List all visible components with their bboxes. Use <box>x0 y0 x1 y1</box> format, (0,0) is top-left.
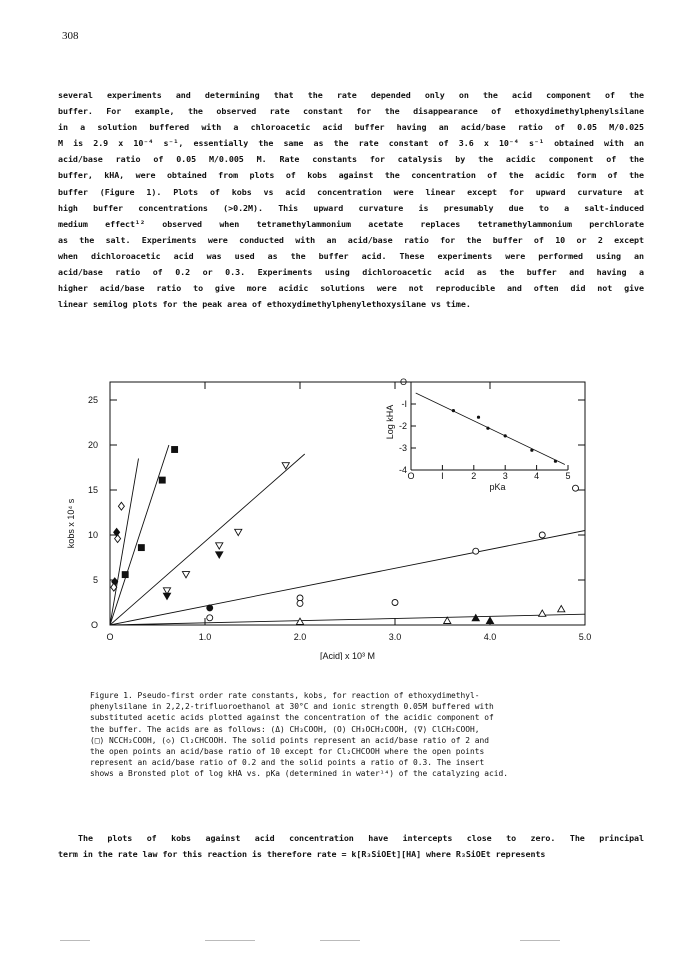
plot-frame <box>110 382 585 625</box>
body-paragraph-2 <box>58 830 644 862</box>
y-tick-label: O <box>90 620 98 630</box>
y-axis-label: kobs x 10⁴ s <box>66 498 76 549</box>
text-line: acid/base ratio of 0.05 M/0.005 M. Rate constants for catalysis by the acidic component of the <box>58 154 644 165</box>
footer-rule <box>520 940 560 941</box>
inset-data-point <box>486 427 489 430</box>
y-tick-label: 20 <box>87 440 98 450</box>
data-point <box>115 535 121 543</box>
data-point <box>216 552 223 558</box>
text-line: higher acid/base ratio to give more acidic solutions were not reproducible and often did not give <box>58 283 644 294</box>
footer-rule <box>320 940 360 941</box>
text-line: Figure 1. Pseudo-first order rate constants, kobs, for reaction of ethoxydimethyl- <box>90 691 480 700</box>
inset-x-tick-label: 4 <box>534 471 540 481</box>
text-line: acid/base ratio of 0.2 or 0.3. Experiments using dichloroacetic acid as the buffer and having a <box>58 267 644 278</box>
y-tick-label: 15 <box>87 485 98 495</box>
text-line: buffer (Figure 1). Plots of kobs vs acid concentration were linear except for upward curvature at <box>58 186 644 197</box>
text-line: The plots of kobs against acid concentration have intercepts close to zero. The principal <box>78 833 644 843</box>
x-axis-label: [Acid] x 10³ M <box>319 651 376 660</box>
inset-x-tick-label: O <box>407 471 415 481</box>
inset-data-point <box>530 449 533 452</box>
footer-rule <box>205 940 255 941</box>
inset-x-tick-label: 3 <box>502 471 508 481</box>
data-point <box>207 605 213 611</box>
text-line: high buffer concentrations (>0.2M). This upward curvature is presumably due to a salt-induced <box>58 202 644 213</box>
data-point <box>216 543 223 549</box>
text-line: in a solution buffered with a chloroacetic acid buffer having an acid/base ratio of 0.05 M/0.025 <box>58 122 644 133</box>
inset-x-tick-label: 5 <box>565 471 571 481</box>
text-line: buffer, kHA, were obtained from plots of kobs against the concentration of the acidic form of the <box>58 170 644 181</box>
inset-y-tick-label: -I <box>401 399 407 409</box>
data-point <box>172 447 178 453</box>
inset-data-point <box>504 434 507 437</box>
text-line: the buffer. The acids are as follows: (Δ) CH₃COOH, (O) CH₃OCH₂COOH, (∇) ClCH₂COOH, <box>90 724 480 734</box>
data-point <box>472 615 479 621</box>
y-tick-label: 25 <box>87 395 98 405</box>
data-point <box>558 606 565 612</box>
text-line: shows a Bronsted plot of log kHA vs. pKa (determined in water¹⁴) of the catalyzing acid. <box>90 769 509 779</box>
footer-rule <box>60 940 90 941</box>
text-line: term in the rate law for this reaction is therefore rate = k[R₃SiOEt][HA] where R₃SiOEt represents <box>58 849 546 860</box>
text-line: linear semilog plots for the peak area of ethoxydimethylphenylethoxysilane vs time. <box>58 299 471 310</box>
fit-line <box>110 614 585 625</box>
text-line: represent an acid/base ratio of 0.2 and the solid points a ratio of 0.3. The insert <box>90 758 485 768</box>
y-tick-label: 10 <box>87 530 98 540</box>
inset-y-tick-label: -3 <box>398 443 407 453</box>
text-line: several experiments and determining that the rate depended only on the acid component of the <box>58 90 644 100</box>
y-tick-label: 5 <box>92 575 98 585</box>
data-point <box>573 485 579 491</box>
inset-data-point <box>554 460 557 463</box>
x-tick-label: 5.0 <box>578 632 592 642</box>
data-point <box>207 615 213 621</box>
fit-line <box>110 445 169 625</box>
data-point <box>473 548 479 554</box>
text-line: medium effect¹² observed when tetramethylammonium acetate replaces tetramethylammonium perchlorate <box>58 218 644 229</box>
text-line: substituted acetic acids plotted against the concentration of the acidic component of <box>90 713 494 723</box>
data-point <box>235 529 242 535</box>
data-point <box>297 600 303 606</box>
x-tick-label: O <box>106 632 114 642</box>
inset-x-label: pKa <box>489 482 506 492</box>
fit-line <box>110 459 139 626</box>
figure-caption <box>90 690 640 780</box>
data-point <box>182 572 189 578</box>
data-point <box>392 600 398 606</box>
x-tick-label: 3.0 <box>388 632 402 642</box>
data-point <box>159 477 165 483</box>
figure-1-chart <box>60 360 605 660</box>
x-tick-label: 1.0 <box>198 632 212 642</box>
data-point <box>122 572 128 578</box>
data-point <box>444 617 451 623</box>
data-point <box>296 618 303 624</box>
data-point <box>539 532 545 538</box>
inset-data-point <box>477 416 480 419</box>
data-point <box>163 593 170 599</box>
inset-x-tick-label: I <box>441 471 444 481</box>
inset-y-tick-label: -4 <box>398 465 407 475</box>
text-line: as the salt. Experiments were conducted with an acid/base ratio for the buffer of 10 or 2 except <box>58 234 644 245</box>
text-line: (□) NCCH₂COOH, (◇) Cl₂CHCOOH. The solid points represent an acid/base ratio of 2 and <box>90 735 490 745</box>
body-paragraph-1 <box>58 87 644 312</box>
data-point <box>118 502 124 510</box>
text-line: buffer. For example, the observed rate constant for the disappearance of ethoxydimethylphenylsilane <box>58 106 644 117</box>
data-point <box>539 610 546 616</box>
text-line: phenylsilane in 2,2,2-trifluoroethanol at 30°C and ionic strength 0.05M buffered with <box>90 702 494 712</box>
text-line: the open points an acid/base ratio of 10 except for Cl₂CHCOOH where the open points <box>90 747 485 757</box>
page-number: 308 <box>62 30 79 42</box>
text-line: M is 2.9 x 10⁻⁴ s⁻¹, essentially the same as the rate constant of 3.6 x 10⁻⁴ s⁻¹ obtained with an <box>58 138 644 149</box>
fit-line <box>110 531 585 626</box>
inset-y-tick-label: -2 <box>398 421 407 431</box>
inset-y-label: Log kHA <box>385 404 395 440</box>
inset-y-tick-label: O <box>399 377 407 387</box>
x-tick-label: 2.0 <box>293 632 307 642</box>
x-tick-label: 4.0 <box>483 632 497 642</box>
inset-x-tick-label: 2 <box>471 471 477 481</box>
data-point <box>486 617 493 623</box>
inset-data-point <box>452 409 455 412</box>
inset-fit-line <box>416 393 565 465</box>
text-line: when dichloroacetic acid was used as the buffer acid. These experiments were performed using an <box>58 250 644 261</box>
fit-line <box>110 454 305 625</box>
data-point <box>138 545 144 551</box>
